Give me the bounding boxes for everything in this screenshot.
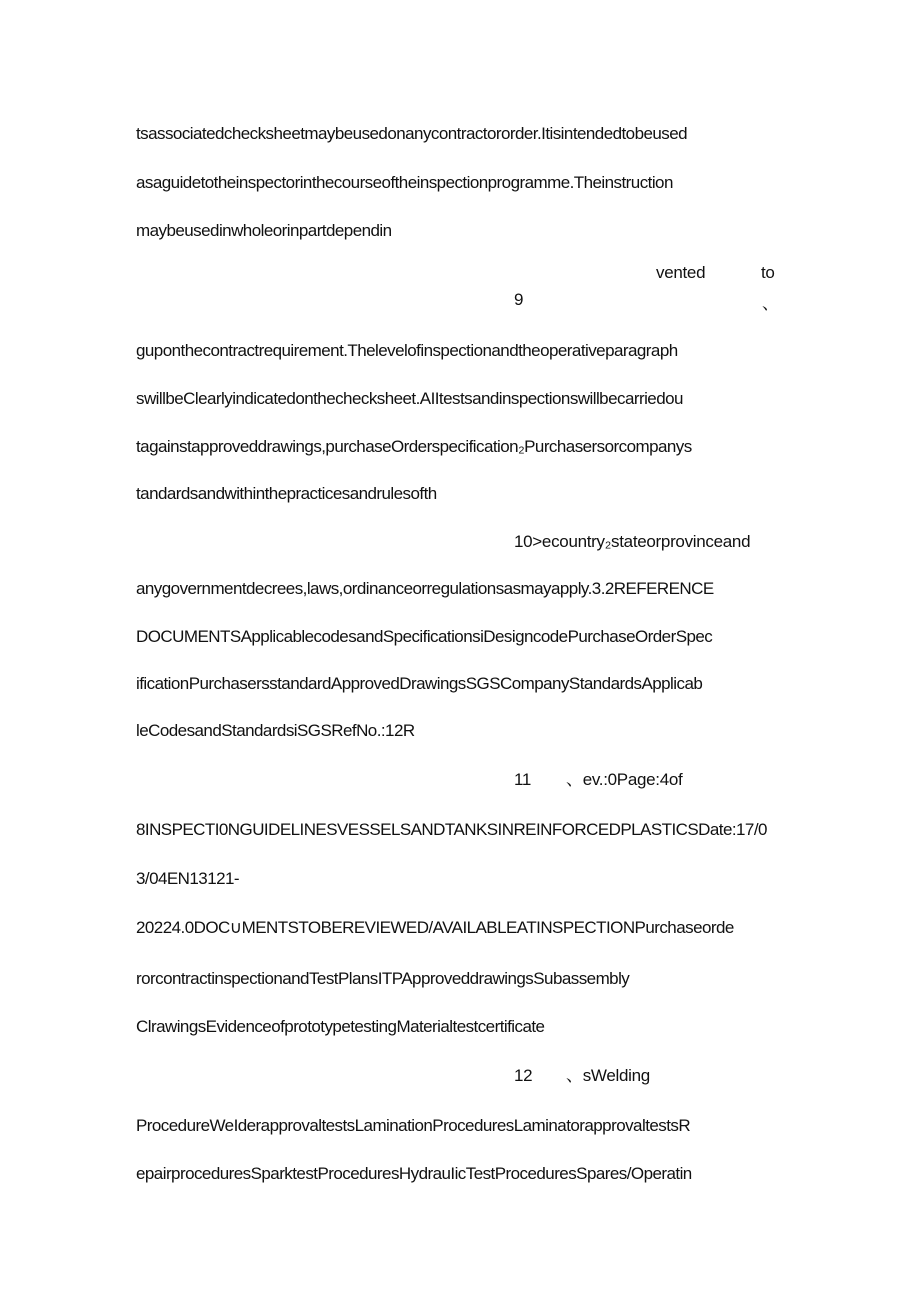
text-line: guponthecontractrequirement.Thelevelofinspectionandtheoperativeparagraph — [136, 341, 678, 360]
text-line: 3/04EN13121- — [136, 869, 240, 888]
text-fragment: 10>ecountry₂stateorprovinceand — [514, 532, 751, 551]
text-line: epairproceduresSparktestProceduresHydrauIicTestProceduresSpares/Operatin — [136, 1164, 692, 1183]
text-fragment: to — [761, 263, 775, 282]
text-line: anygovernmentdecrees,laws,ordinanceorregulationsasmayapply.3.2REFERENCE — [136, 579, 714, 598]
text-line: tagainstapproveddrawings,purchaseOrderspecification₂Purchasersorcompanys — [136, 437, 692, 456]
text-fragment: 、sWelding — [566, 1066, 650, 1085]
text-line: maybeusedinwholeorinpartdependin — [136, 221, 392, 240]
text-fragment: 11 — [514, 770, 532, 789]
text-line: ificationPurchasersstandardApprovedDrawingsSGSCompanyStandardsApplicab — [136, 674, 703, 693]
text-fragment: 、 — [762, 294, 779, 313]
text-line: 8INSPECTI0NGUIDELINESVESSELSANDTANKSINREINFORCEDPLASTICSDate:17/0 — [136, 820, 767, 839]
text-fragment: vented — [656, 263, 706, 282]
page-number-fragment: 9 — [514, 290, 524, 309]
text-line: ProcedureWeIderapprovaltestsLaminationProceduresLaminatorapprovaltestsR — [136, 1116, 691, 1135]
text-line: ClrawingsEvidenceofprototypetestingMaterialtestcertificate — [136, 1017, 545, 1036]
text-line: asaguidetotheinspectorinthecourseoftheinspectionprogramme.Theinstruction — [136, 173, 673, 192]
text-line: tandardsandwithinthepracticesandrulesofth — [136, 484, 437, 503]
text-fragment: 12 — [514, 1066, 533, 1085]
text-line: DOCUMENTSApplicablecodesandSpecificationsiDesigncodePurchaseOrderSpec — [136, 627, 713, 646]
text-line: tsassociatedchecksheetmaybeusedonanycontractororder.Itisintendedtobeused — [136, 124, 688, 143]
text-line: leCodesandStandardsiSGSRefNo.:12R — [136, 721, 415, 740]
text-line: swillbeClearlyindicatedonthechecksheet.AIItestsandinspectionswillbecarriedou — [136, 389, 683, 408]
text-line: rorcontractinspectionandTestPlansITPApproveddrawingsSubassembly — [136, 969, 630, 988]
text-fragment: 、ev.:0Page:4of — [566, 770, 683, 789]
text-line: 20224.0DOC∪MENTSTOBEREVIEWED/AVAILABLEATINSPECTIONPurchaseorde — [136, 918, 734, 937]
